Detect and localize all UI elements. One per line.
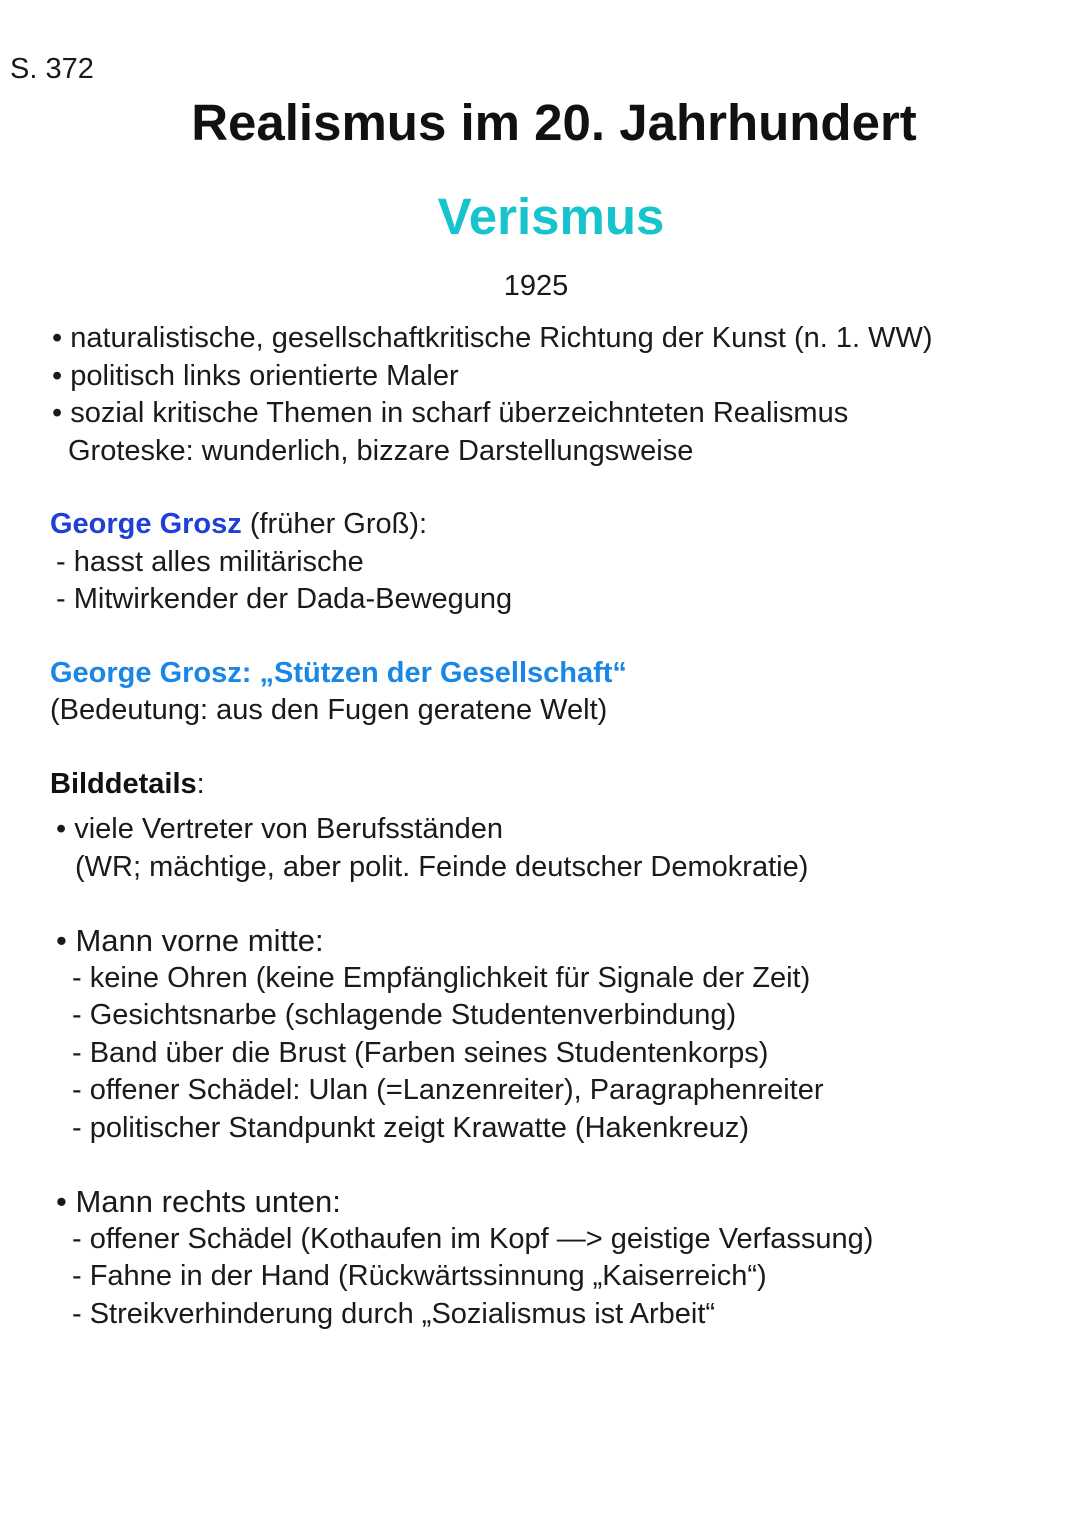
artwork-title-text: George Grosz: „Stützen der Gesellschaft“: [50, 656, 627, 689]
details-bullet-continuation: (WR; mächtige, aber polit. Feinde deutscher Demokratie): [75, 850, 809, 883]
artist-name: George Grosz: [50, 508, 242, 540]
intro-bullet: • politisch links orientierte Maler: [52, 359, 459, 392]
middle-man-item: - politischer Standpunkt zeigt Krawatte (Hakenkreuz): [72, 1111, 749, 1144]
notes-body: [0, 320, 1080, 1333]
right-man-item: - Streikverhinderung durch „Sozialismus ist Arbeit“: [72, 1297, 716, 1330]
page-title: Realismus im 20. Jahrhundert: [191, 94, 917, 151]
details-heading: [0, 766, 1080, 804]
details-heading-colon: :: [196, 767, 205, 800]
intro-bullet: • naturalistische, gesellschaftkritische Richtung der Kunst (n. 1. WW): [52, 322, 933, 354]
artist-item: - Mitwirkender der Dada-Bewegung: [56, 583, 513, 615]
page-subtitle: Verismus: [437, 188, 665, 245]
page-reference: S. 372: [10, 53, 94, 85]
right-man-item: - Fahne in der Hand (Rückwärtssinnung „Kaiserreich“): [72, 1260, 767, 1292]
intro-continuation: Groteske: wunderlich, bizzare Darstellungsweise: [68, 434, 694, 467]
artwork-meaning: (Bedeutung: aus den Fugen geratene Welt): [50, 694, 608, 726]
middle-man-item: - keine Ohren (keine Empfänglichkeit für Signale der Zeit): [72, 961, 811, 994]
middle-man-item: - offener Schädel: Ulan (=Lanzenreiter), Paragraphenreiter: [72, 1074, 824, 1106]
intro-bullet: • sozial kritische Themen in scharf überzeichnteten Realismus: [52, 397, 849, 429]
details-bullet: • viele Vertreter von Berufsständen: [56, 813, 504, 845]
artist-item: - hasst alles militärische: [56, 545, 364, 578]
right-man-item: - offener Schädel (Kothaufen im Kopf —> geistige Verfassung): [72, 1222, 874, 1255]
middle-man-item: - Band über die Brust (Farben seines Studentenkorps): [72, 1036, 769, 1069]
artist-note: (früher Groß):: [241, 508, 428, 540]
details-heading-text: Bilddetails: [50, 767, 197, 800]
middle-man-item: - Gesichtsnarbe (schlagende Studentenverbindung): [72, 999, 737, 1031]
right-man-heading: • Mann rechts unten:: [56, 1184, 341, 1219]
artist-heading: [0, 506, 1080, 544]
artwork-title: [0, 655, 1080, 693]
middle-man-heading: • Mann vorne mitte:: [56, 923, 324, 958]
year-label: 1925: [503, 270, 569, 302]
